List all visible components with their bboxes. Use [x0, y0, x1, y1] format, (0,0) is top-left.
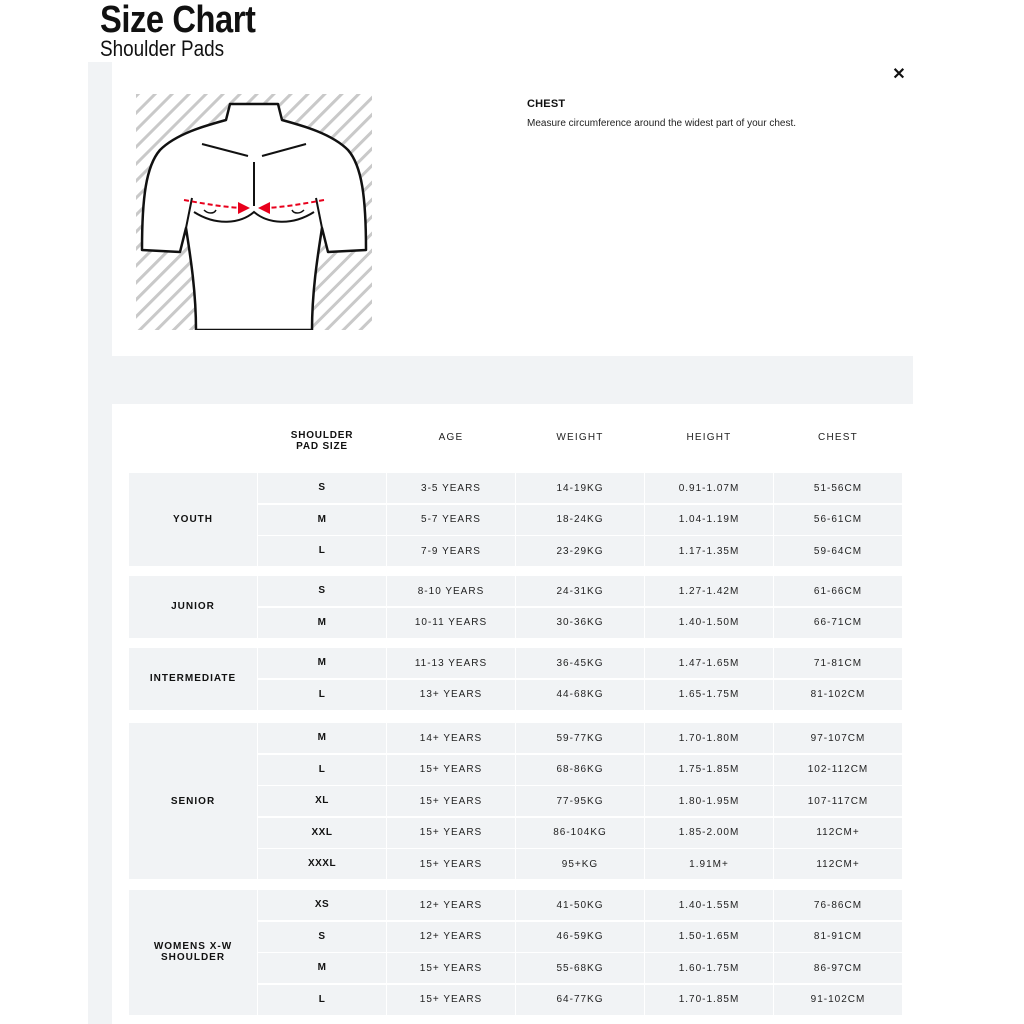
- column-header: AGE: [438, 432, 464, 443]
- section-divider: [112, 356, 913, 404]
- table-cell: 61-66CM: [774, 576, 902, 606]
- table-cell: 55-68KG: [516, 953, 644, 983]
- table-cell: 1.47-1.65M: [645, 648, 773, 678]
- measure-title: CHEST: [527, 98, 566, 110]
- table-cell: 107-117CM: [774, 786, 902, 816]
- size-group-label: JUNIOR: [129, 576, 257, 638]
- close-button[interactable]: [890, 66, 908, 84]
- table-cell: 81-91CM: [774, 922, 902, 952]
- column-header: WEIGHT: [556, 432, 604, 443]
- table-cell: 59-64CM: [774, 536, 902, 566]
- left-panel-edge: [88, 62, 112, 1024]
- size-cell: XL: [258, 786, 386, 816]
- table-cell: 1.27-1.42M: [645, 576, 773, 606]
- size-cell: M: [258, 505, 386, 535]
- table-cell: 86-104KG: [516, 818, 644, 848]
- table-cell: 36-45KG: [516, 648, 644, 678]
- table-cell: 46-59KG: [516, 922, 644, 952]
- table-cell: 44-68KG: [516, 680, 644, 710]
- size-cell: XXL: [258, 818, 386, 848]
- size-cell: M: [258, 648, 386, 678]
- table-cell: 12+ YEARS: [387, 890, 515, 920]
- size-cell: S: [258, 576, 386, 606]
- table-cell: 23-29KG: [516, 536, 644, 566]
- table-cell: 24-31KG: [516, 576, 644, 606]
- close-icon: ✕: [892, 66, 906, 83]
- table-cell: 1.04-1.19M: [645, 505, 773, 535]
- table-cell: 1.75-1.85M: [645, 755, 773, 785]
- size-cell: XS: [258, 890, 386, 920]
- size-cell: M: [258, 723, 386, 753]
- size-cell: S: [258, 922, 386, 952]
- table-cell: 3-5 YEARS: [387, 473, 515, 503]
- table-cell: 51-56CM: [774, 473, 902, 503]
- table-cell: 8-10 YEARS: [387, 576, 515, 606]
- size-cell: L: [258, 755, 386, 785]
- table-cell: 1.91M+: [645, 849, 773, 879]
- size-cell: M: [258, 953, 386, 983]
- table-cell: 112CM+: [774, 849, 902, 879]
- table-cell: 18-24KG: [516, 505, 644, 535]
- table-cell: 71-81CM: [774, 648, 902, 678]
- column-header: HEIGHT: [686, 432, 732, 443]
- table-cell: 7-9 YEARS: [387, 536, 515, 566]
- table-cell: 95+KG: [516, 849, 644, 879]
- table-cell: 5-7 YEARS: [387, 505, 515, 535]
- page-subtitle: Shoulder Pads: [100, 36, 225, 61]
- table-cell: 1.65-1.75M: [645, 680, 773, 710]
- table-cell: 30-36KG: [516, 608, 644, 638]
- table-cell: 1.17-1.35M: [645, 536, 773, 566]
- table-cell: 14+ YEARS: [387, 723, 515, 753]
- table-cell: 1.80-1.95M: [645, 786, 773, 816]
- size-group-label: WOMENS X-W SHOULDER: [129, 890, 257, 1015]
- table-cell: 12+ YEARS: [387, 922, 515, 952]
- table-cell: 66-71CM: [774, 608, 902, 638]
- column-header: CHEST: [818, 432, 858, 443]
- table-cell: 15+ YEARS: [387, 818, 515, 848]
- table-cell: 77-95KG: [516, 786, 644, 816]
- measure-description: Measure circumference around the widest part of your chest.: [527, 118, 797, 129]
- table-cell: 64-77KG: [516, 985, 644, 1015]
- column-header: SHOULDER PAD SIZE: [290, 430, 354, 452]
- table-cell: 68-86KG: [516, 755, 644, 785]
- table-cell: 11-13 YEARS: [387, 648, 515, 678]
- torso-chest-measure-icon: [136, 94, 372, 330]
- table-cell: 1.70-1.85M: [645, 985, 773, 1015]
- size-cell: S: [258, 473, 386, 503]
- table-cell: 112CM+: [774, 818, 902, 848]
- table-cell: 13+ YEARS: [387, 680, 515, 710]
- table-cell: 59-77KG: [516, 723, 644, 753]
- table-cell: 15+ YEARS: [387, 786, 515, 816]
- table-cell: 15+ YEARS: [387, 755, 515, 785]
- size-group-label: SENIOR: [129, 723, 257, 879]
- table-cell: 1.60-1.75M: [645, 953, 773, 983]
- size-cell: XXXL: [258, 849, 386, 879]
- table-cell: 81-102CM: [774, 680, 902, 710]
- table-cell: 14-19KG: [516, 473, 644, 503]
- table-cell: 1.50-1.65M: [645, 922, 773, 952]
- size-group-label: INTERMEDIATE: [129, 648, 257, 710]
- size-cell: L: [258, 985, 386, 1015]
- size-cell: M: [258, 608, 386, 638]
- table-cell: 1.85-2.00M: [645, 818, 773, 848]
- table-cell: 1.40-1.55M: [645, 890, 773, 920]
- table-cell: 1.70-1.80M: [645, 723, 773, 753]
- table-cell: 91-102CM: [774, 985, 902, 1015]
- page-title: Size Chart: [100, 0, 256, 41]
- table-cell: 15+ YEARS: [387, 849, 515, 879]
- size-cell: L: [258, 536, 386, 566]
- table-cell: 15+ YEARS: [387, 985, 515, 1015]
- table-cell: 41-50KG: [516, 890, 644, 920]
- table-cell: 97-107CM: [774, 723, 902, 753]
- size-group-label: YOUTH: [129, 473, 257, 566]
- size-cell: L: [258, 680, 386, 710]
- table-cell: 102-112CM: [774, 755, 902, 785]
- table-cell: 10-11 YEARS: [387, 608, 515, 638]
- table-cell: 56-61CM: [774, 505, 902, 535]
- table-cell: 0.91-1.07M: [645, 473, 773, 503]
- table-cell: 76-86CM: [774, 890, 902, 920]
- table-cell: 86-97CM: [774, 953, 902, 983]
- table-cell: 1.40-1.50M: [645, 608, 773, 638]
- table-cell: 15+ YEARS: [387, 953, 515, 983]
